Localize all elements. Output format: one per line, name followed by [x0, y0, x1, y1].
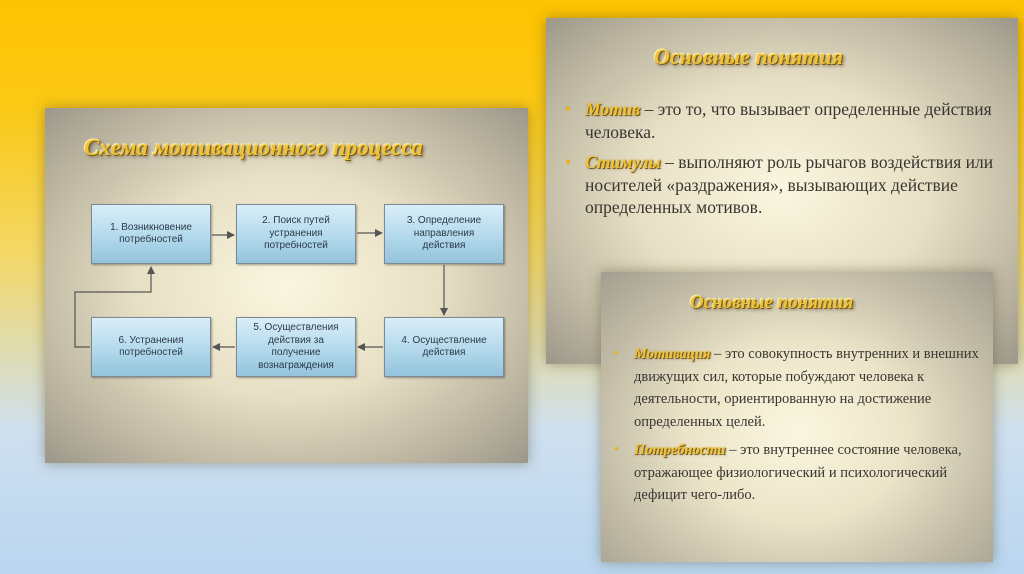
term-needs: Потребности	[634, 442, 726, 458]
list-item	[612, 439, 982, 507]
term-stimuli: Стимулы	[585, 152, 661, 172]
term-motivation: Мотивация	[634, 346, 711, 362]
process-step-4: 4. Осуществление действия	[384, 317, 504, 377]
concepts-top-title: Основные понятия	[654, 44, 843, 69]
list-item	[563, 151, 1003, 219]
process-step-6: 6. Устранения потребностей	[91, 317, 211, 377]
process-step-3: 3. Определение направления действия	[384, 204, 504, 264]
definition-motive: – это то, что вызывает определенные действия человека.	[585, 99, 992, 142]
diagram-title: Схема мотивационного процесса	[84, 135, 423, 160]
process-step-2: 2. Поиск путей устранения потребностей	[236, 204, 356, 264]
definition-motivation: – это совокупность внутренних и внешних движущих сил, которые побуждают человека к деятельности, ориентированную на достижение определенных целей.	[634, 346, 979, 430]
diagram-slide	[45, 108, 528, 463]
list-item	[563, 98, 1003, 143]
process-step-1: 1. Возникновение потребностей	[91, 204, 211, 264]
bullet-icon: •	[565, 152, 572, 172]
bullet-icon: •	[614, 442, 620, 458]
definition-needs: – это внутреннее состояние человека, отражающее физиологический и психологический дефицит чего-либо.	[634, 442, 962, 503]
bullet-icon: •	[565, 99, 572, 119]
concepts-top-list	[563, 98, 1003, 227]
concepts-bottom-list	[612, 343, 982, 513]
bullet-icon: •	[614, 346, 620, 362]
list-item	[612, 343, 982, 433]
definition-stimuli: – выполняют роль рычагов воздействия или носителей «раздражения», вызывающих действие определенных мотивов.	[585, 152, 994, 217]
term-motive: Мотив	[585, 99, 641, 119]
concepts-bottom-title: Основные понятия	[690, 292, 854, 313]
process-step-5: 5. Осуществления действия за получение вознаграждения	[236, 317, 356, 377]
